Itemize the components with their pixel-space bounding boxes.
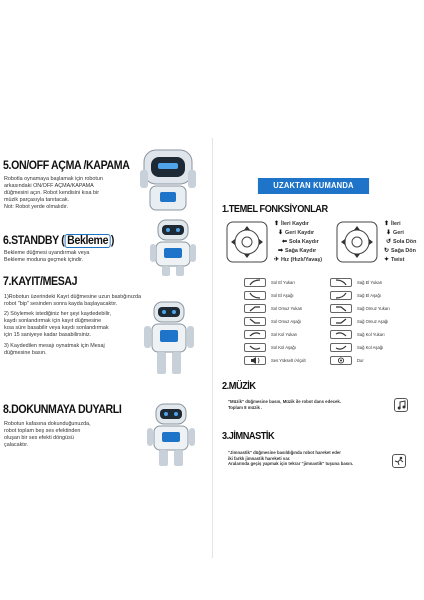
left-dir-right: ➡ Sağa Kaydır <box>278 247 317 254</box>
section-title-gymnastics: 3.JİMNASTİK <box>222 431 275 442</box>
arm-icon <box>330 330 352 339</box>
section-text-standby: Bekleme düğmesi uyandırmak veya Bekleme moduna geçmek içindir. <box>4 250 90 263</box>
arm-icon <box>330 291 352 300</box>
arm-icon <box>244 330 266 339</box>
section-text-touch: Robotun kafasına dokunduğunuzda, robot toplam beş ses efektinden oluşan bir ses efekti döngüsü çalacaktır. <box>4 421 91 448</box>
cmd-right-shoulder-down: Sağ Omuz Aşağı <box>330 317 388 326</box>
section-title-music: 2.MÜZİK <box>222 381 256 392</box>
cmd-left-shoulder-down: Sol Omuz Aşağı <box>244 317 301 326</box>
section-title-touch: 8.DOKUNMAYA DUYARLI <box>3 404 122 416</box>
arm-icon <box>330 278 352 287</box>
cmd-stop: Dur <box>330 356 364 365</box>
cmd-right-hand-up: Sağ El Yukarı <box>330 278 382 287</box>
cmd-volume: Ses Yükselt /Alçalt <box>244 356 306 365</box>
remote-control-banner: UZAKTAN KUMANDA <box>258 178 369 194</box>
left-dir-back: ⬇ Geri Kaydır <box>278 229 315 236</box>
arm-icon <box>244 278 266 287</box>
cmd-left-shoulder-up: Sol Omuz Yukarı <box>244 304 302 313</box>
left-joystick-keypad <box>226 221 268 263</box>
gymnast-icon <box>392 454 406 468</box>
arm-icon <box>330 343 352 352</box>
robot-record-image <box>142 300 196 378</box>
right-dir-forward: ⬆ İleri <box>384 220 401 227</box>
cmd-right-arm-down: Sağ Kol Aşağı <box>330 343 383 352</box>
arm-icon <box>244 317 266 326</box>
right-dir-twist: ✦ Twist <box>384 256 405 263</box>
arm-icon <box>330 304 352 313</box>
robot-back-image <box>138 148 198 212</box>
section-text-record: 1)Robotun üzerindeki Kayıt düğmesine uzun bastığınızda robot "bip" sesinden sonra kayda başlayacaktır. 2) Söylemek istediğiniz her şeyi kaydedebilir, kaydı sonlandırmak için kayıt düğmesine kısa süre basabilir veya kaydı sonlandırmak için 15 saniyeye kadar basabilirsiniz. 3) Kaydedilen mesajı oynatmak için Mesaj düğmesine basın. <box>4 294 141 356</box>
left-dir-forward: ⬆ İleri Kaydır <box>274 220 309 227</box>
cmd-right-shoulder-up: Sağ Omuz Yukarı <box>330 304 390 313</box>
section-title-on-off: 5.ON/OFF AÇMA /KAPAMA <box>3 160 130 172</box>
arm-icon <box>244 343 266 352</box>
cmd-right-hand-down: Sağ El Aşağı <box>330 291 381 300</box>
section-text-music: "Müzik" düğmesine basın, Müzik ile robot dans edecek. Toplam 8 müzik . <box>228 399 341 410</box>
left-dir-left: ⬅ Sola Kaydır <box>282 238 319 245</box>
cmd-right-arm-up: Sağ Kol Yukarı <box>330 330 385 339</box>
right-dir-back: ⬇ Geri <box>386 229 404 236</box>
speaker-icon <box>244 356 266 365</box>
arm-icon <box>244 304 266 313</box>
cmd-left-arm-up: Sol Kol Yukarı <box>244 330 297 339</box>
music-note-icon <box>394 398 408 412</box>
page-fold <box>212 138 213 558</box>
robot-touch-image <box>146 402 196 468</box>
arm-icon <box>244 291 266 300</box>
section-text-gymnastics: "Jimnastik" düğmesine basıldığında robot hareket eder iki farklı jimnastik hareketi var. Aralarında geçiş yapmak için tekrar "jimnastik" tuşuna basın. <box>228 450 354 467</box>
arm-icon <box>330 317 352 326</box>
left-dir-speed: ✈ Hız (Hızlı/Yavaş) <box>274 256 323 263</box>
section-text-on-off: Robotla oynamaya başlamak için robotun arkasındaki ON/OFF AÇMA/KAPAMA düğmesini açın. Robot kendisini kısa bir müzik parçasıyla tanıtacak. Not: Robot yerde olmalıdır. <box>4 176 103 210</box>
section-title-record: 7.KAYIT/MESAJ <box>3 276 78 288</box>
right-dir-turn-right: ↻ Sağa Dön <box>384 247 416 254</box>
stop-icon <box>330 356 352 365</box>
right-dir-turn-left: ↺ Sola Dön <box>386 238 417 245</box>
right-joystick-keypad <box>336 221 378 263</box>
section-title-standby: 6.STANDBY ( Bekleme ) <box>3 235 115 247</box>
cmd-left-hand-down: Sol El Aşağı <box>244 291 294 300</box>
robot-front-image <box>150 218 196 278</box>
section-title-basic-functions: 1.TEMEL FONKSİYONLAR <box>222 204 328 215</box>
cmd-left-arm-down: Sol Kol Aşağı <box>244 343 296 352</box>
cmd-left-hand-up: Sol El Yukarı <box>244 278 295 287</box>
